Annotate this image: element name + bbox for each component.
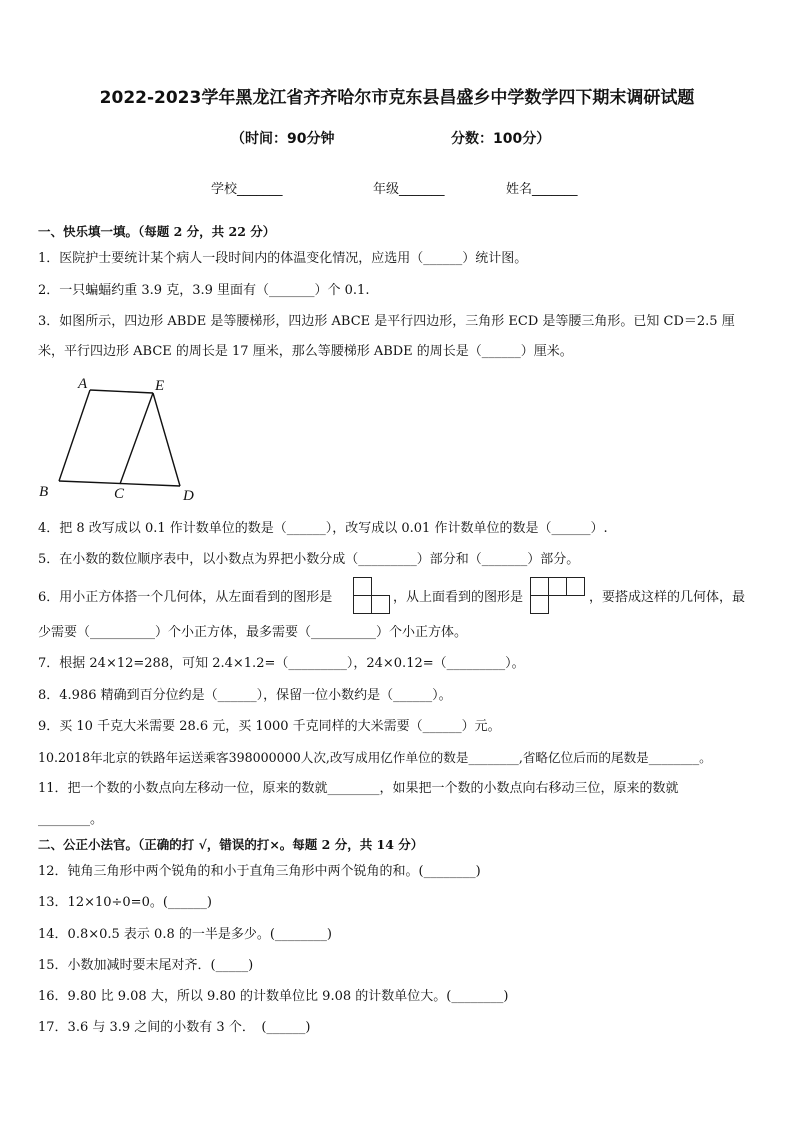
question-11-line-1: 11．把一个数的小数点向左移动一位，原来的数就________，如果把一个数的小数点向右移动三位，原来的数就 bbox=[38, 781, 679, 796]
name-field: 姓名_______ bbox=[506, 182, 578, 197]
question-3-line-1: 3．如图所示，四边形 ABDE 是等腰梯形，四边形 ABCE 是平行四边形，三角形 ECD 是等腰三角形。已知 CD＝2.5 厘 bbox=[38, 314, 735, 329]
edge-ae bbox=[90, 390, 153, 393]
question-8: 8．4.986 精确到百分位约是（______），保留一位小数约是（______）。 bbox=[38, 688, 452, 703]
edge-ec bbox=[120, 393, 153, 484]
exam-time: （时间：90分钟 bbox=[231, 131, 335, 147]
label-b: B bbox=[39, 484, 49, 500]
question-4: 4．把 8 改写成以 0.1 作计数单位的数是（______），改写成以 0.01 作计数单位的数是（______）. bbox=[38, 521, 608, 536]
question-9: 9．买 10 千克大米需要 28.6 元，买 1000 千克同样的大米需要（______）元。 bbox=[38, 719, 501, 734]
question-14: 14．0.8×0.5 表示 0.8 的一半是多少。(________) bbox=[38, 927, 332, 942]
question-13: 13．12×10÷0=0。(______) bbox=[38, 895, 212, 910]
question-6-part-b: ，从上面看到的图形是 bbox=[393, 590, 524, 605]
question-5: 5．在小数的数位顺序表中，以小数点为界把小数分成（_________）部分和（_______）部分。 bbox=[38, 552, 580, 567]
school-field: 学校_______ bbox=[211, 182, 283, 197]
question-12: 12．钝角三角形中两个锐角的和小于直角三角形中两个锐角的和。(________) bbox=[38, 864, 481, 879]
edge-ed bbox=[153, 393, 180, 486]
question-7: 7．根据 24×12=288，可知 2.4×1.2=（_________），24×0.12=（_________）。 bbox=[38, 656, 525, 671]
grade-field: 年级_______ bbox=[373, 182, 445, 197]
question-6-part-a: 6．用小正方体搭一个几何体，从左面看到的图形是 bbox=[38, 590, 333, 605]
question-16: 16．9.80 比 9.08 大，所以 9.80 的计数单位比 9.08 的计数单位大。(________) bbox=[38, 989, 509, 1004]
label-e: E bbox=[155, 378, 165, 394]
question-1: 1．医院护士要统计某个病人一段时间内的体温变化情况，应选用（______）统计图。 bbox=[38, 251, 528, 266]
edge-ab bbox=[59, 390, 90, 481]
question-2: 2．一只蝙蝠约重 3.9 克，3.9 里面有（_______）个 0.1. bbox=[38, 283, 370, 298]
exam-score: 分数：100分） bbox=[451, 131, 551, 147]
question-11-line-2: ________。 bbox=[38, 812, 104, 827]
section-1-heading: 一、快乐填一填。（每题 2 分，共 22 分） bbox=[38, 224, 276, 239]
section-2-heading: 二、公正小法官。（正确的打 √，错误的打×。每题 2 分，共 14 分） bbox=[38, 837, 424, 852]
question-6-line-2: 少需要（__________）个小正方体，最多需要（__________）个小正方体。 bbox=[38, 625, 468, 640]
label-d: D bbox=[183, 488, 194, 504]
label-a: A bbox=[78, 376, 88, 392]
question-15: 15．小数加减时要末尾对齐．(_____) bbox=[38, 958, 254, 973]
label-c: C bbox=[114, 486, 125, 502]
question-10: 10.2018年北京的铁路年运送乘客398000000人次,改写成用亿作单位的数是________,省略亿位后而的尾数是________。 bbox=[38, 750, 712, 765]
question-3-line-2: 米，平行四边形 ABCE 的周长是 17 厘米，那么等腰梯形 ABDE 的周长是（______）厘米。 bbox=[38, 344, 573, 359]
trapezoid-figure bbox=[30, 370, 210, 510]
question-17: 17．3.6 与 3.9 之间的小数有 3 个． (______) bbox=[38, 1020, 311, 1035]
question-6-part-c: ，要搭成这样的几何体，最 bbox=[589, 590, 746, 605]
page-title: 2022-2023学年黑龙江省齐齐哈尔市克东县昌盛乡中学数学四下期末调研试题 bbox=[99, 88, 695, 108]
